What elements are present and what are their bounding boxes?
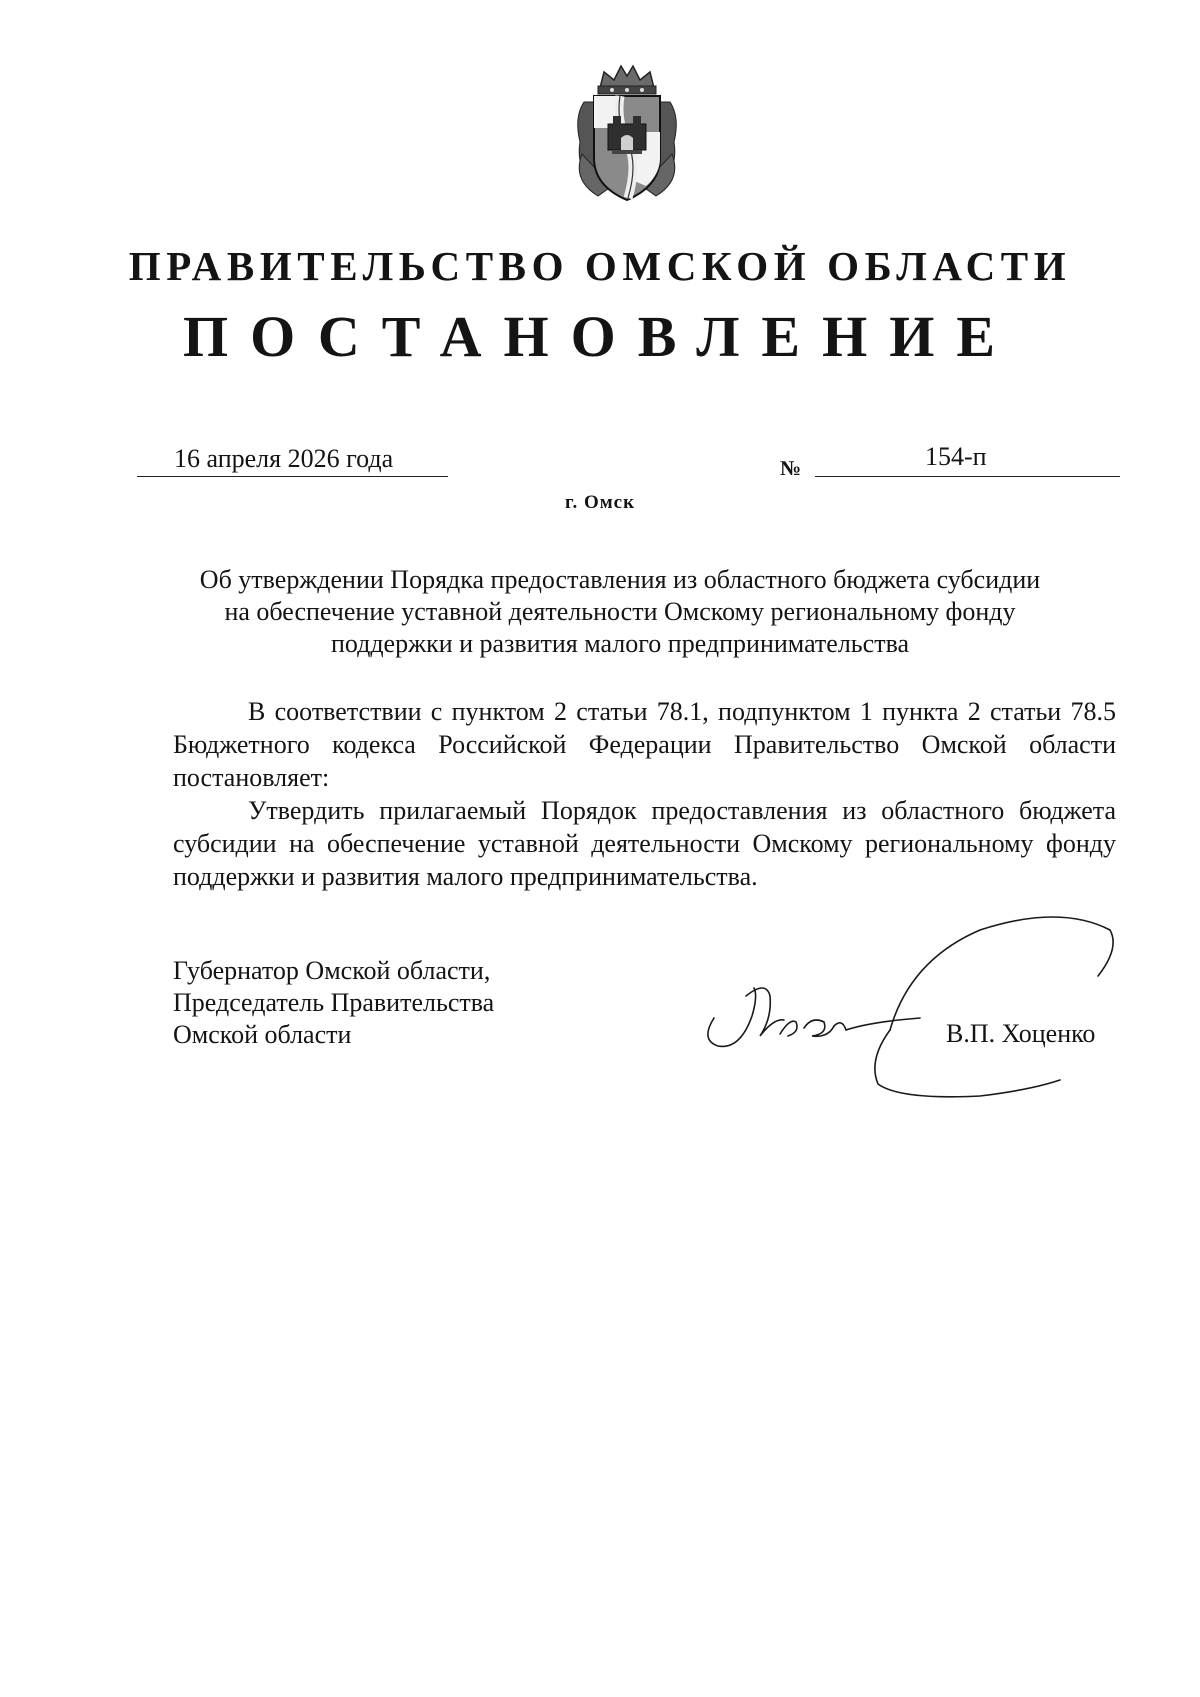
position-line: Омской области xyxy=(173,1020,352,1049)
position-line: Председатель Правительства xyxy=(173,988,495,1017)
number-sign: № xyxy=(780,456,802,480)
document-body xyxy=(173,695,1116,893)
signer-name: В.П. Хоценко xyxy=(946,1019,1096,1048)
coat-of-arms-icon xyxy=(572,62,682,204)
document-date-field xyxy=(137,446,448,477)
handwritten-signature xyxy=(700,900,1130,1100)
body-paragraph: В соответствии с пунктом 2 статьи 78.1, подпунктом 1 пункта 2 статьи 78.5 Бюджетного кодекса Российской Федерации Правительство Омской области постановляет: xyxy=(173,697,1116,792)
document-number: 154-п xyxy=(925,442,987,471)
organization-title: ПРАВИТЕЛЬСТВО ОМСКОЙ ОБЛАСТИ xyxy=(128,243,1072,289)
body-paragraph: Утвердить прилагаемый Порядок предоставления из областного бюджета субсидии на обеспечение уставной деятельности Омскому региональному фонду поддержки и развития малого предпринимательства. xyxy=(173,796,1116,891)
subject-line: Об утверждении Порядка предоставления из областного бюджета субсидии xyxy=(199,565,1041,594)
subject-line: поддержки и развития малого предпринимательства xyxy=(330,629,910,658)
document-date: 16 апреля 2026 года xyxy=(174,444,394,473)
document-type-title: ПОСТАНОВЛЕНИЕ xyxy=(182,304,1018,369)
document-number-field xyxy=(815,442,1120,477)
city: г. Омск xyxy=(564,492,636,513)
signatory-position xyxy=(173,955,494,1051)
subject-line: на обеспечение уставной деятельности Омскому региональному фонду xyxy=(224,597,1016,626)
position-line: Губернатор Омской области, xyxy=(173,956,491,985)
document-subject xyxy=(160,564,1080,660)
